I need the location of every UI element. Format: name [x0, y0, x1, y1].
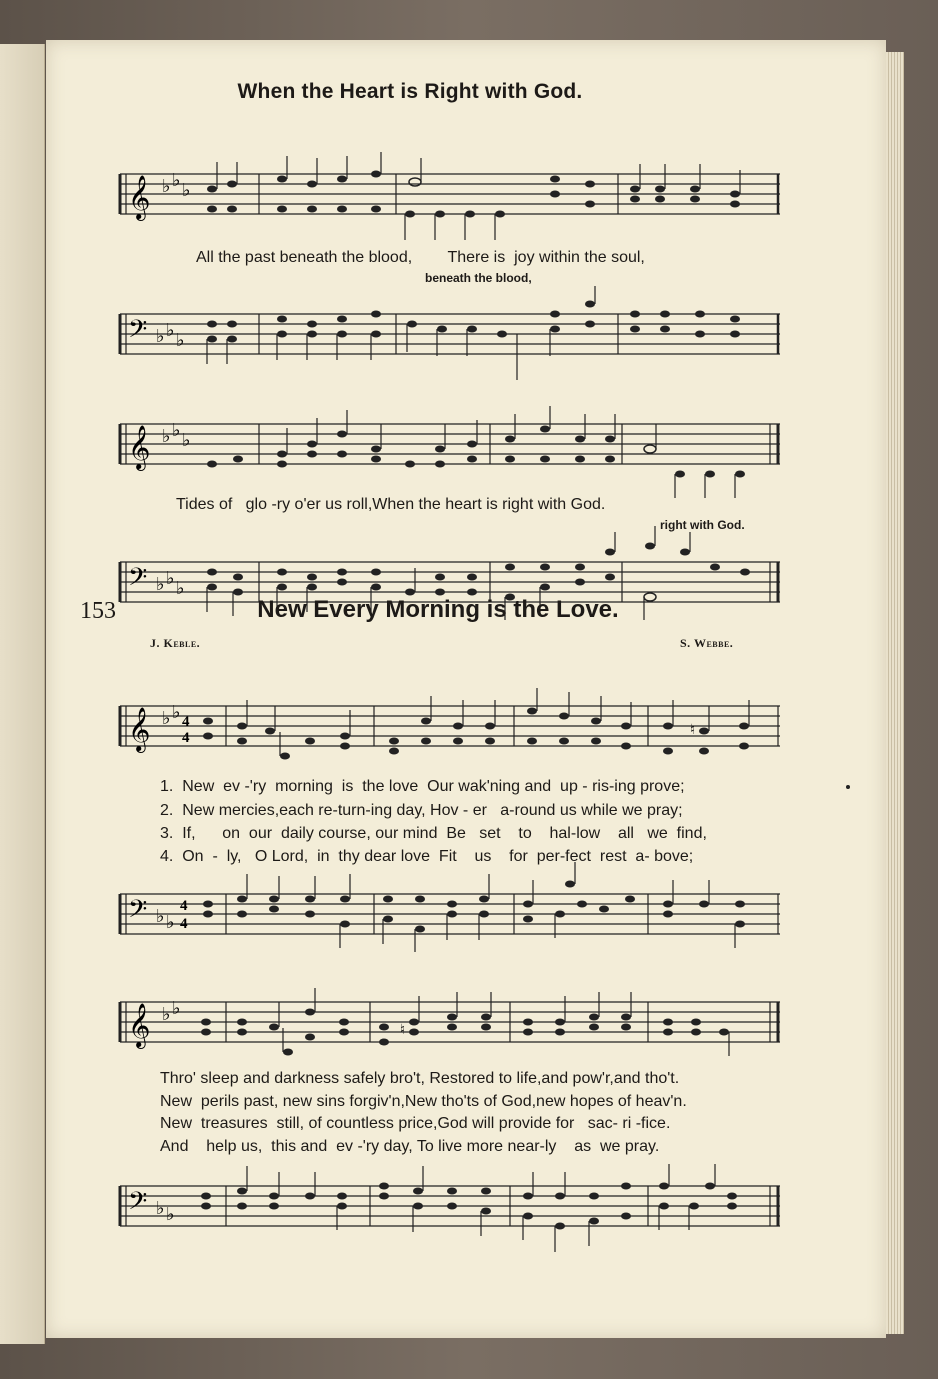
- svg-text:♭: ♭: [166, 1204, 175, 1224]
- svg-text:♭: ♭: [162, 426, 171, 446]
- svg-text:♮: ♮: [400, 1023, 406, 1038]
- svg-text:♭: ♭: [156, 326, 165, 346]
- author-words: J. Keble.: [150, 636, 201, 650]
- hymn-title-top: When the Heart is Right with God.: [237, 80, 583, 103]
- svg-text:♭: ♭: [176, 578, 185, 598]
- staff-system3-bass: [120, 888, 782, 948]
- svg-text:♮: ♮: [690, 723, 696, 738]
- svg-text:♭: ♭: [172, 998, 181, 1018]
- svg-text:4: 4: [182, 714, 190, 730]
- staff-system4-bass: [120, 1180, 782, 1240]
- verse-4-line-b: And help us, this and ev -'ry day, To live more near-ly as we pray.: [160, 1138, 660, 1155]
- staff-system4-treble: [120, 996, 782, 1056]
- page-stack-edge: [886, 52, 904, 1334]
- left-page-edge: [0, 44, 45, 1344]
- svg-text:♭: ♭: [156, 906, 165, 926]
- svg-text:♭: ♭: [176, 330, 185, 350]
- author-music: S. Webbe.: [680, 636, 734, 650]
- svg-text:♭: ♭: [162, 176, 171, 196]
- staff-system1-bass: [120, 308, 782, 368]
- hymn-title-main: New Every Morning is the Love.: [257, 596, 619, 623]
- verse-2-line-a: 2. New mercies,each re-turn-ing day, Hov - er a-round us while we pray;: [160, 802, 683, 819]
- staff-system1-treble: [120, 168, 782, 228]
- svg-text:♭: ♭: [166, 568, 175, 588]
- svg-text:𝄞: 𝄞: [128, 175, 151, 219]
- svg-text:𝄢: 𝄢: [128, 563, 148, 598]
- hymn-number: 153: [80, 598, 116, 624]
- svg-text:♭: ♭: [172, 702, 181, 722]
- staff-system2-treble: [120, 418, 782, 478]
- svg-text:♭: ♭: [166, 912, 175, 932]
- svg-text:♭: ♭: [156, 574, 165, 594]
- verse-3-line-a: 3. If, on our daily course, our mind Be set to hal-low all we find,: [160, 825, 707, 842]
- print-speck: [846, 785, 850, 789]
- svg-text:♭: ♭: [162, 708, 171, 728]
- lyric-line-2: Tides of glo -ry o'er us roll,When the heart is right with God.: [176, 496, 606, 513]
- verse-3-line-b: New treasures still, of countless price,God will provide for sac- ri -fice.: [160, 1115, 671, 1132]
- verse-1-line-a: 1. New ev -'ry morning is the love Our wak'ning and up - ris-ing prove;: [160, 778, 685, 795]
- svg-text:♭: ♭: [172, 170, 181, 190]
- svg-text:𝄢: 𝄢: [128, 1187, 148, 1222]
- svg-text:𝄞: 𝄞: [128, 1003, 151, 1047]
- svg-text:4: 4: [180, 916, 188, 932]
- svg-text:♭: ♭: [182, 430, 191, 450]
- lyric-sub-2: right with God.: [660, 518, 745, 532]
- verse-4-line-a: 4. On - ly, O Lord, in thy dear love Fit us for per-fect rest a- bove;: [160, 848, 694, 865]
- svg-text:♭: ♭: [172, 420, 181, 440]
- svg-text:𝄢: 𝄢: [128, 895, 148, 930]
- staff-system3-treble: [120, 700, 782, 760]
- lyric-sub-1: beneath the blood,: [425, 271, 532, 285]
- svg-text:𝄞: 𝄞: [128, 425, 151, 469]
- svg-text:♭: ♭: [162, 1004, 171, 1024]
- verse-1-line-b: Thro' sleep and darkness safely bro't, Restored to life,and pow'r,and tho't.: [160, 1070, 680, 1087]
- lyric-line-1: All the past beneath the blood, There is joy within the soul,: [196, 249, 645, 266]
- svg-text:𝄞: 𝄞: [128, 707, 151, 751]
- svg-text:𝄢: 𝄢: [128, 315, 148, 350]
- svg-text:♭: ♭: [182, 180, 191, 200]
- svg-text:♭: ♭: [166, 320, 175, 340]
- verse-2-line-b: New perils past, new sins forgiv'n,New tho'ts of God,new hopes of heav'n.: [160, 1093, 687, 1110]
- svg-text:♭: ♭: [156, 1198, 165, 1218]
- svg-text:4: 4: [182, 730, 190, 746]
- svg-text:4: 4: [180, 898, 188, 914]
